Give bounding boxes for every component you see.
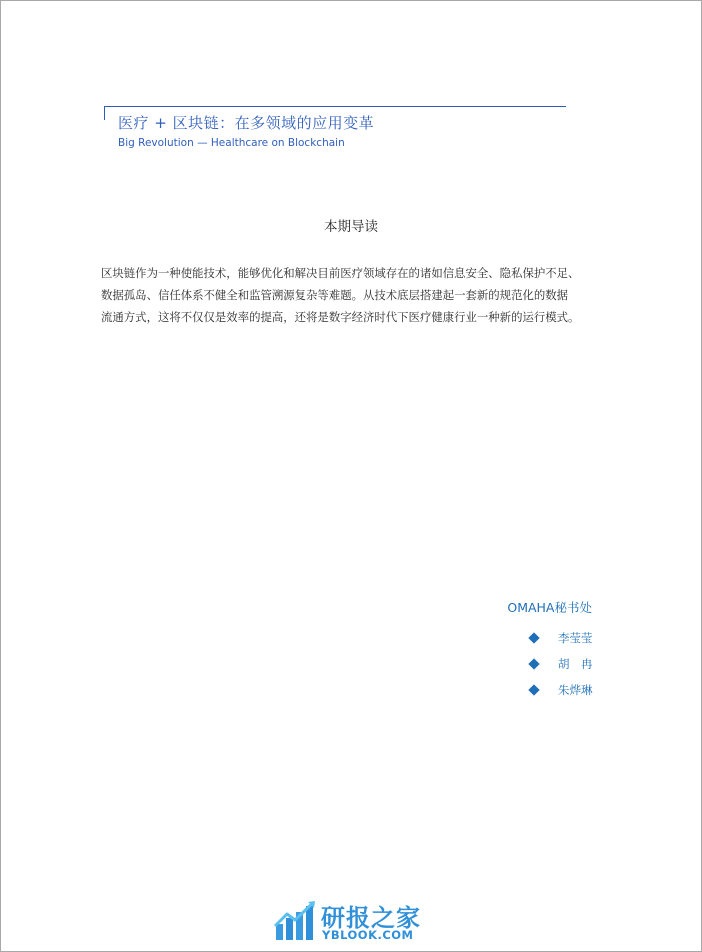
intro-paragraph bbox=[101, 262, 601, 328]
diamond-bullet-icon bbox=[528, 658, 539, 669]
watermark-url: YBLOOK.COM bbox=[322, 928, 414, 942]
author-name: 胡 冉 bbox=[558, 657, 593, 671]
intro-line: 数据孤岛、信任体系不健全和监管溯源复杂等难题。从技术底层搭建起一套新的规范化的数据 bbox=[101, 288, 569, 302]
author-item bbox=[528, 656, 593, 672]
author-item bbox=[528, 630, 593, 646]
diamond-bullet-icon bbox=[528, 632, 539, 643]
author-item bbox=[528, 682, 593, 698]
header-rule-tick bbox=[104, 106, 105, 120]
section-heading: 本期导读 bbox=[324, 219, 378, 235]
author-name: 李莹莹 bbox=[558, 631, 593, 645]
watermark-title: 研报之家 bbox=[321, 904, 421, 932]
author-name: 朱烨琳 bbox=[558, 683, 593, 697]
document-title: 医疗 + 区块链：在多领域的应用变革 bbox=[118, 114, 375, 132]
watermark bbox=[273, 898, 433, 946]
header-rule bbox=[104, 106, 566, 107]
intro-line: 流通方式，这将不仅仅是效率的提高，还将是数字经济时代下医疗健康行业一种新的运行模式。 bbox=[101, 310, 580, 324]
byline-org: OMAHA秘书处 bbox=[507, 600, 592, 615]
diamond-bullet-icon bbox=[528, 684, 539, 695]
intro-line: 区块链作为一种使能技术，能够优化和解决目前医疗领域存在的诸如信息安全、隐私保护不足、 bbox=[101, 266, 580, 280]
bar-chart-logo-icon bbox=[273, 900, 317, 942]
document-subtitle: Big Revolution — Healthcare on Blockchain bbox=[118, 137, 345, 149]
